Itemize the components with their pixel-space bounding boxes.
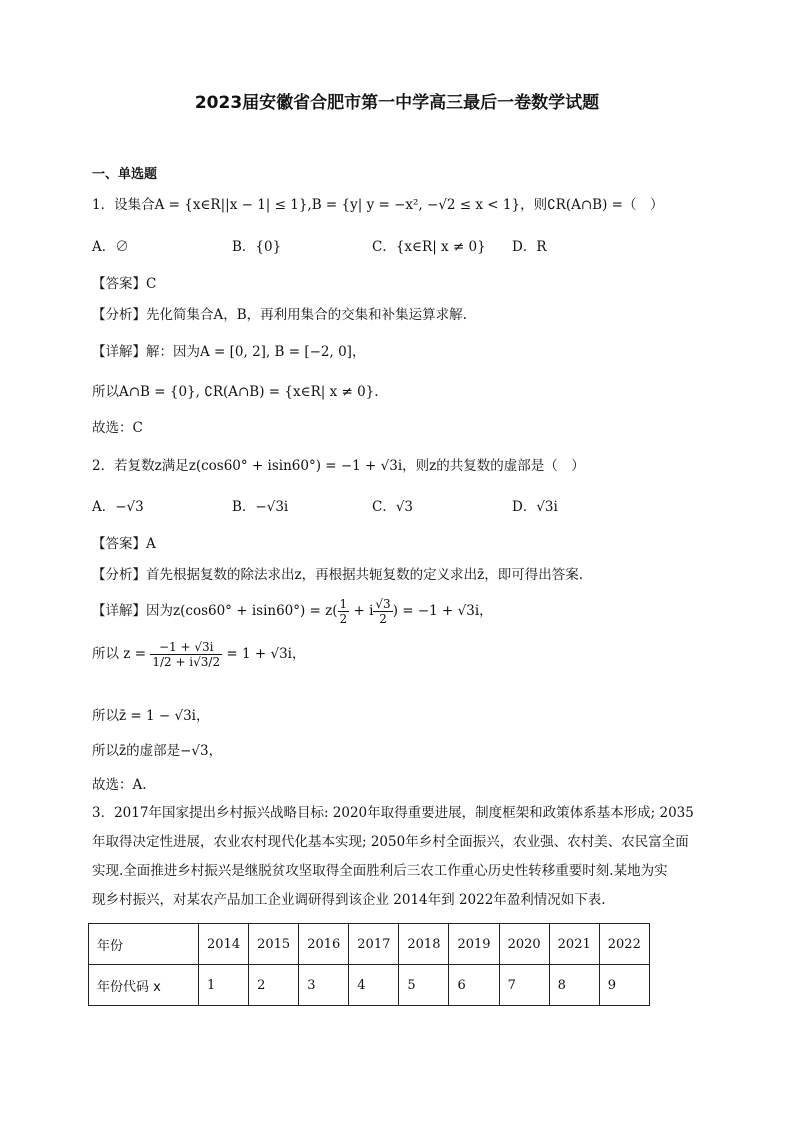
fraction-denominator: 2 bbox=[339, 612, 348, 626]
q2-option-a: A．−√3 bbox=[92, 499, 144, 515]
detail2-post: = 1 + √3i， bbox=[226, 646, 306, 662]
answer-value: C bbox=[146, 276, 157, 292]
q1-answer bbox=[92, 272, 156, 292]
table-cell: 2020 bbox=[499, 924, 549, 965]
q2-detail-line4: 所以z̄的虚部是−√3， bbox=[92, 743, 223, 759]
table-cell: 7 bbox=[499, 965, 549, 1006]
analysis-tag: 【分析】 bbox=[92, 307, 146, 323]
section-heading: 一、单选题 bbox=[92, 167, 158, 182]
analysis-tag: 【分析】 bbox=[92, 567, 146, 583]
table-cell: 3 bbox=[299, 965, 349, 1006]
table-cell: 5 bbox=[399, 965, 449, 1006]
q1-option-b: B．{0} bbox=[232, 239, 282, 255]
q3-line: 3．2017年国家提出乡村振兴战略目标: 2020年取得重要进展，制度框架和政策体系基本形成; 2035 bbox=[92, 805, 694, 821]
table-cell: 2016 bbox=[299, 924, 349, 965]
table-row bbox=[89, 924, 650, 965]
table-cell: 2015 bbox=[249, 924, 299, 965]
q3-line: 实现.全面推进乡村振兴是继脱贫攻坚取得全面胜利后三农工作重心历史性转移重要时刻.某地为实 bbox=[92, 863, 668, 879]
q1-detail-line2: 所以A∩B = {0}, ∁R(A∩B) = {x∈R| x ≠ 0}. bbox=[92, 384, 379, 400]
analysis-text: 首先根据复数的除法求出z，再根据共轭复数的定义求出z̄，即可得出答案. bbox=[146, 567, 584, 583]
table-cell: 2014 bbox=[199, 924, 249, 965]
table-cell: 9 bbox=[599, 965, 649, 1006]
detail-text: 解：因为A = [0, 2], B = [−2, 0]， bbox=[146, 344, 366, 360]
fraction-z bbox=[150, 640, 222, 669]
q2-option-d: D．√3i bbox=[512, 499, 558, 515]
table-cell: 2018 bbox=[399, 924, 449, 965]
q2-option-b: B．−√3i bbox=[232, 499, 289, 515]
profit-table bbox=[88, 923, 650, 1006]
q2-stem: 2．若复数z满足z(cos60° + isin60°) = −1 + √3i，则z的共复数的虚部是（ ） bbox=[92, 458, 585, 474]
q3-stem bbox=[92, 799, 704, 915]
table-cell: 4 bbox=[349, 965, 399, 1006]
q2-answer bbox=[92, 532, 156, 552]
q1-detail bbox=[92, 340, 365, 360]
q1-stem: 1．设集合A = {x∈R||x − 1| ≤ 1},B = {y| y = −x², −√2 ≤ x < 1}，则∁R(A∩B) =（ ） bbox=[92, 197, 664, 213]
q1-option-c: C．{x∈R| x ≠ 0} bbox=[372, 239, 486, 255]
table-cell: 1 bbox=[199, 965, 249, 1006]
detail-text-pre: 因为z(cos60° + isin60°) = z( bbox=[146, 603, 338, 619]
q3-line: 现乡村振兴，对某农产品加工企业调研得到该企业 2014年到 2022年盈利情况如下表. bbox=[92, 892, 606, 908]
detail-tag: 【详解】 bbox=[92, 603, 146, 619]
row-header: 年份 bbox=[89, 924, 199, 965]
q1-option-a: A．∅ bbox=[92, 239, 129, 255]
q1-analysis bbox=[92, 303, 467, 323]
fraction-sqrt3 bbox=[373, 597, 392, 626]
detail2-pre: 所以 bbox=[92, 646, 119, 662]
q2-detail-line3: 所以z̄ = 1 − √3i， bbox=[92, 708, 210, 724]
q2-option-c: C．√3 bbox=[372, 499, 414, 515]
fraction-half bbox=[338, 597, 350, 626]
answer-value: A bbox=[146, 536, 156, 552]
fraction-numerator: 1 bbox=[339, 597, 348, 611]
q1-choose: 故选：C bbox=[92, 420, 143, 436]
detail-text-post: ) = −1 + √3i， bbox=[392, 603, 493, 619]
detail-tag: 【详解】 bbox=[92, 344, 146, 360]
q2-analysis bbox=[92, 563, 583, 583]
q2-detail-line2 bbox=[92, 640, 306, 669]
fraction-numerator: √3 bbox=[375, 597, 391, 611]
table-row bbox=[89, 965, 650, 1006]
analysis-text: 先化简集合A，B，再利用集合的交集和补集运算求解. bbox=[146, 307, 467, 323]
fraction-denominator: 1/2 + i√3/2 bbox=[152, 655, 221, 669]
table-cell: 2 bbox=[249, 965, 299, 1006]
q1-option-d: D．R bbox=[512, 239, 547, 255]
answer-tag: 【答案】 bbox=[92, 536, 146, 552]
table-cell: 2019 bbox=[449, 924, 499, 965]
table-cell: 2022 bbox=[599, 924, 649, 965]
table-cell: 2021 bbox=[549, 924, 599, 965]
table-cell: 2017 bbox=[349, 924, 399, 965]
page-title: 2023届安徽省合肥市第一中学高三最后一卷数学试题 bbox=[194, 93, 600, 113]
q2-detail bbox=[92, 597, 493, 626]
q2-choose: 故选：A. bbox=[92, 777, 147, 793]
answer-tag: 【答案】 bbox=[92, 276, 146, 292]
fraction-numerator: −1 + √3i bbox=[150, 640, 222, 655]
table-cell: 6 bbox=[449, 965, 499, 1006]
q3-line: 年取得决定性进展，农业农村现代化基本实现; 2050年乡村全面振兴，农业强、农村美、农民富全面 bbox=[92, 834, 689, 850]
detail2-z: z = bbox=[123, 646, 147, 662]
table-cell: 8 bbox=[549, 965, 599, 1006]
row-header: 年份代码 x bbox=[89, 965, 199, 1006]
fraction-denominator: 2 bbox=[379, 612, 387, 626]
plus-i: + i bbox=[353, 603, 374, 619]
